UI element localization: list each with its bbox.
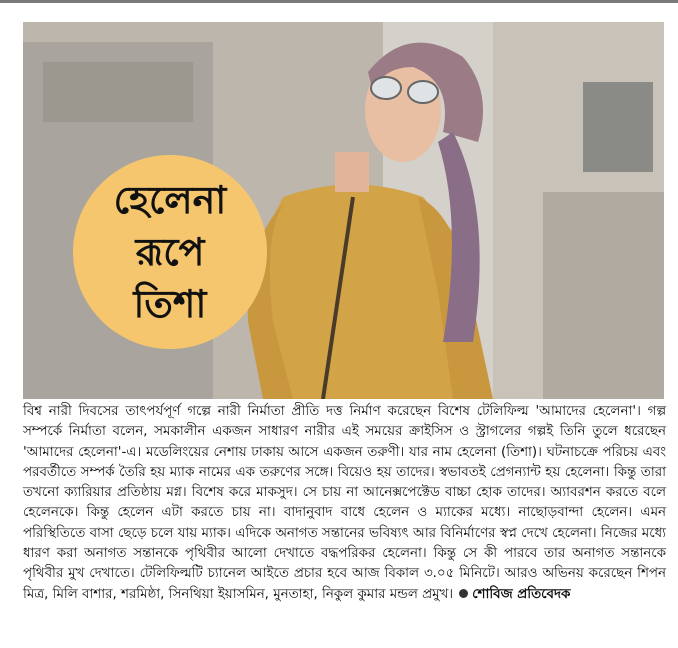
headline-line-3: তিশা	[133, 281, 207, 326]
headline-line-2: রূপে	[135, 229, 205, 274]
top-rule	[0, 0, 678, 3]
article-text: বিশ্ব নারী দিবসের তাৎপর্যপূর্ণ গল্পে নারী নির্মাতা প্রীতি দত্ত নির্মাণ করেছেন বিশেষ টেলিফিল্ম 'আমাদের হেলেনা'। গল্প সম্পর্কে নির্মাতা বলেন, সমকালীন একজন সাধারণ নারীর এই সময়ের ক্রাইসিস ও স্ট্রাগলের গল্পই তিনি তুলে ধরেছেন 'আমাদের হেলেনা'-এ। মডেলিংয়ের নেশায় ঢাকায় আসে একজন তরুণী। যার নাম হেলেনা (তিশা)। ঘটনাচক্রে পরিচয় এবং পরবর্তীতে সম্পর্ক তৈরি হয় ম্যাক নামের এক তরুণের সঙ্গে। বিয়েও হয় তাদের। স্বভাবতই প্রেগন্যান্ট হয় হেলেনা। কিন্তু তারা তখনো ক্যারিয়ার প্রতিষ্ঠায় মগ্ন। বিশেষ করে মাকসুদ। সে চায় না আনেক্সপেক্টেড বাচ্চা হোক তাদের। অ্যাবরশন করতে বলে হেলেনকে। কিন্তু হেলেন এটা করতে চায় না। বাদানুবাদ বাধে হেলেন ও ম্যাকের মধ্যে। নাছোড়বান্দা হেলেন। এমন পরিস্থিতিতে বাসা ছেড়ে চলে যায় ম্যাক। এদিকে অনাগত সন্তানের ভবিষ্যৎ আর বিনির্মাণের স্বপ্ন দেখে হেলেনা। নিজের মধ্যে ধারণ করা অনাগত সন্তানকে পৃথিবীর আলো দেখাতে বদ্ধপরিকর হেলেনা। কিন্তু সে কী পারবে তার অনাগত সন্তানকে পৃথিবীর মুখ দেখাতে। টেলিফিল্মটি চ্যানেল আইতে প্রচার হবে আজ বিকাল ৩.০৫ মিনিটে। আরও অভিনয় করেছেন শিপন মিত্র, মিলি বাশার, শরমিষ্ঠা, সিনথিয়া ইয়াসমিন, মুনতাহা, নিকুল কুমার মন্ডল প্রমুখ।	[23, 404, 666, 602]
byline: শোবিজ প্রতিবেদক	[472, 586, 571, 602]
article-body	[23, 402, 666, 605]
bullet-dot-icon	[459, 589, 468, 598]
headline-line-1: হেলেনা	[113, 177, 227, 222]
feature-photo	[23, 22, 664, 399]
headline-badge	[73, 155, 267, 349]
